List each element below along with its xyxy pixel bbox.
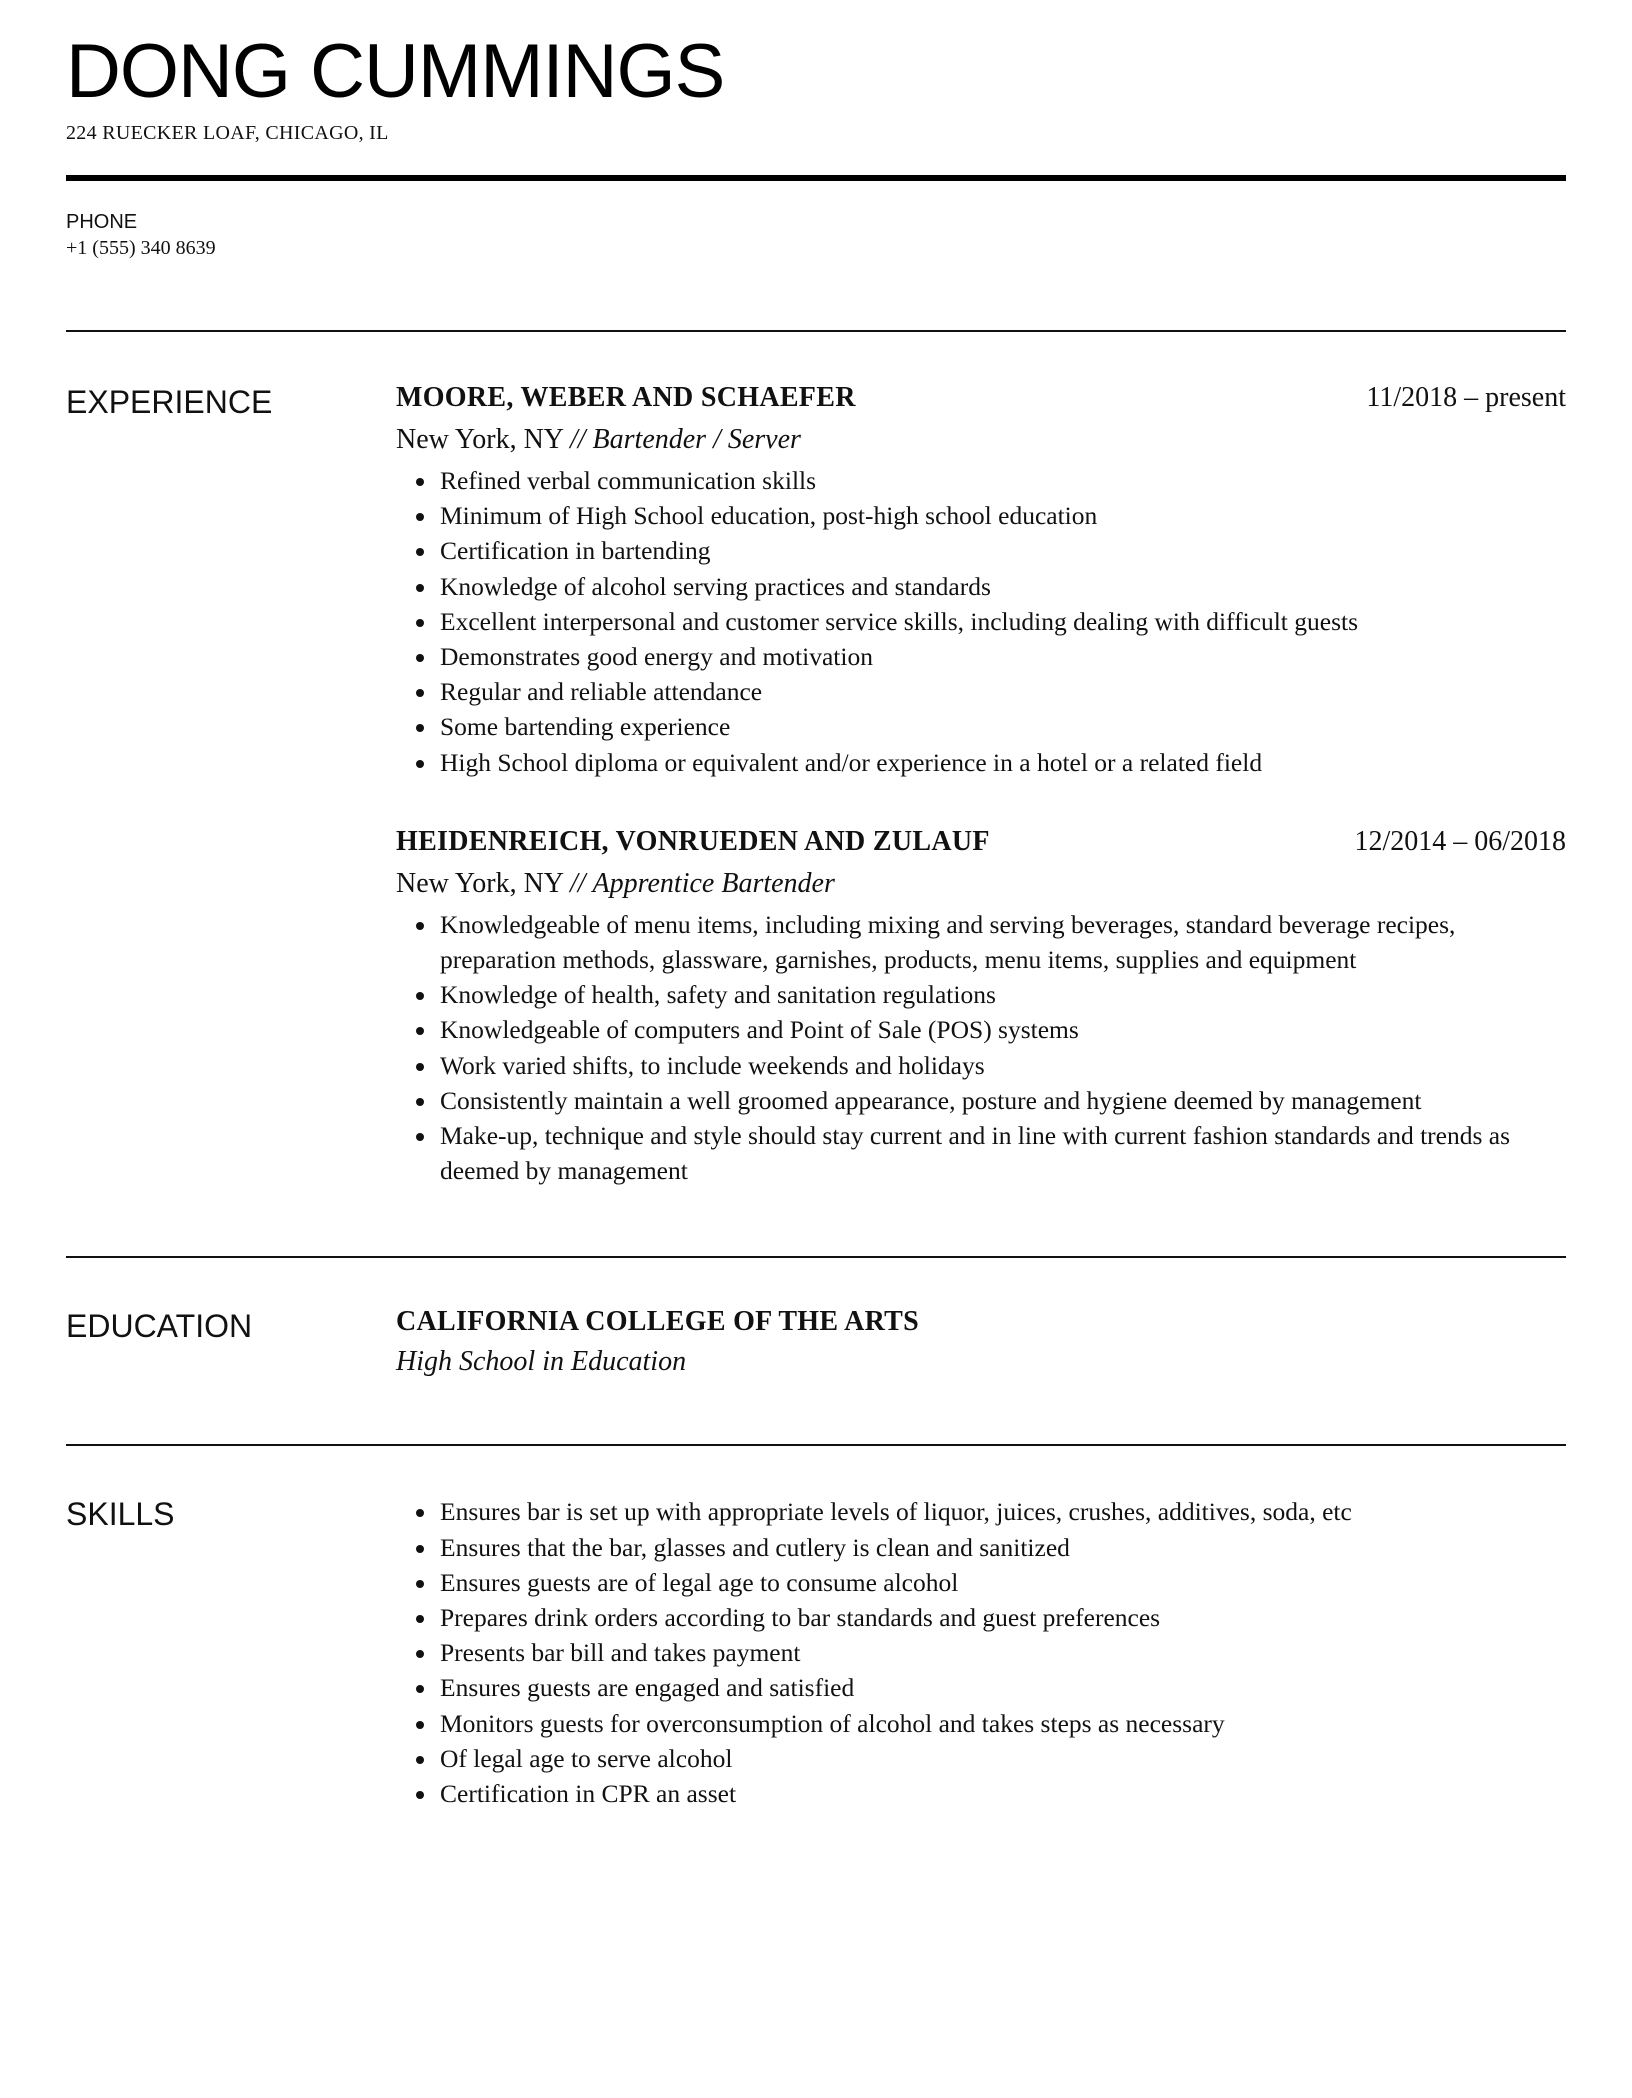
skills-title: SKILLS: [66, 1496, 175, 1533]
degree: High School in Education: [396, 1346, 687, 1378]
job-entry: [396, 826, 1566, 1189]
candidate-address: 224 RUECKER LOAF, CHICAGO, IL: [66, 122, 389, 144]
list-item: • Certification in bartending: [438, 533, 1566, 568]
list-item: • Regular and reliable attendance: [438, 674, 1566, 709]
list-item: • Knowledgeable of computers and Point of Sale (POS) systems: [438, 1012, 1566, 1047]
list-item: • Ensures guests are of legal age to consume alcohol: [438, 1565, 1566, 1600]
skills-body: [396, 1494, 1566, 1811]
company-name: MOORE, WEBER AND SCHAEFER: [396, 382, 856, 413]
job-header: [396, 382, 1566, 414]
list-item: • Knowledgeable of menu items, including mixing and serving beverages, standard beverage recipes, preparation methods, glassware, garnishes, products, menu items, supplies and equipment: [438, 907, 1566, 977]
phone-label: PHONE: [66, 211, 138, 233]
job-location: New York, NY: [396, 867, 563, 899]
list-item: • Presents bar bill and takes payment: [438, 1635, 1566, 1670]
company-name: HEIDENREICH, VONRUEDEN AND ZULAUF: [396, 825, 990, 857]
candidate-name: DONG CUMMINGS: [66, 29, 725, 114]
experience-section: [66, 382, 1566, 1188]
list-item: • Consistently maintain a well groomed appearance, posture and hygiene deemed by management: [438, 1083, 1566, 1118]
job-bullets: [396, 463, 1566, 780]
list-item: • Knowledge of health, safety and sanitation regulations: [438, 977, 1566, 1012]
role-separator: //: [569, 867, 586, 899]
list-item: • Work varied shifts, to include weekends and holidays: [438, 1048, 1566, 1083]
section-divider: [66, 330, 1566, 332]
list-item: • High School diploma or equivalent and/or experience in a hotel or a related field: [438, 745, 1566, 780]
list-item: • Ensures bar is set up with appropriate levels of liquor, juices, crushes, additives, soda, etc: [438, 1494, 1566, 1529]
skills-list: [396, 1494, 1566, 1811]
list-item: • Certification in CPR an asset: [438, 1776, 1566, 1811]
list-item: • Knowledge of alcohol serving practices and standards: [438, 569, 1566, 604]
list-item: • Excellent interpersonal and customer service skills, including dealing with difficult guests: [438, 604, 1566, 639]
education-title: EDUCATION: [66, 1308, 253, 1345]
list-item: • Demonstrates good energy and motivation: [438, 639, 1566, 674]
list-item: • Prepares drink orders according to bar standards and guest preferences: [438, 1600, 1566, 1635]
job-dates: 11/2018 – present: [1366, 382, 1566, 413]
list-item: • Monitors guests for overconsumption of alcohol and takes steps as necessary: [438, 1706, 1566, 1741]
skills-section: [66, 1494, 1566, 1811]
list-item: • Of legal age to serve alcohol: [438, 1741, 1566, 1776]
header-divider: [66, 175, 1566, 181]
contact-block: [66, 209, 1566, 262]
job-location-role: [396, 866, 1566, 901]
list-item: • Ensures guests are engaged and satisfied: [438, 1670, 1566, 1705]
school-name: CALIFORNIA COLLEGE OF THE ARTS: [396, 1306, 920, 1338]
job-role: Bartender / Server: [592, 424, 801, 455]
list-item: • Refined verbal communication skills: [438, 463, 1566, 498]
job-location: New York, NY: [396, 424, 563, 455]
job-role: Apprentice Bartender: [592, 867, 835, 899]
education-section: [66, 1306, 1566, 1378]
job-entry: [396, 382, 1566, 780]
experience-title: EXPERIENCE: [66, 384, 273, 420]
section-divider: [66, 1444, 1566, 1446]
job-dates: 12/2014 – 06/2018: [1354, 825, 1566, 857]
phone-value: +1 (555) 340 8639: [66, 237, 216, 259]
list-item: • Make-up, technique and style should stay current and in line with current fashion standards and trends as deemed by management: [438, 1118, 1566, 1188]
list-item: • Ensures that the bar, glasses and cutlery is clean and sanitized: [438, 1530, 1566, 1565]
job-header: [396, 826, 1566, 858]
job-bullets: [396, 907, 1566, 1189]
job-location-role: [396, 422, 1566, 457]
list-item: • Some bartending experience: [438, 709, 1566, 744]
role-separator: //: [569, 424, 586, 455]
experience-body: [396, 382, 1566, 1188]
education-body: [396, 1306, 1566, 1378]
section-divider: [66, 1256, 1566, 1258]
list-item: • Minimum of High School education, post-high school education: [438, 498, 1566, 533]
resume-page: [66, 0, 1566, 1811]
